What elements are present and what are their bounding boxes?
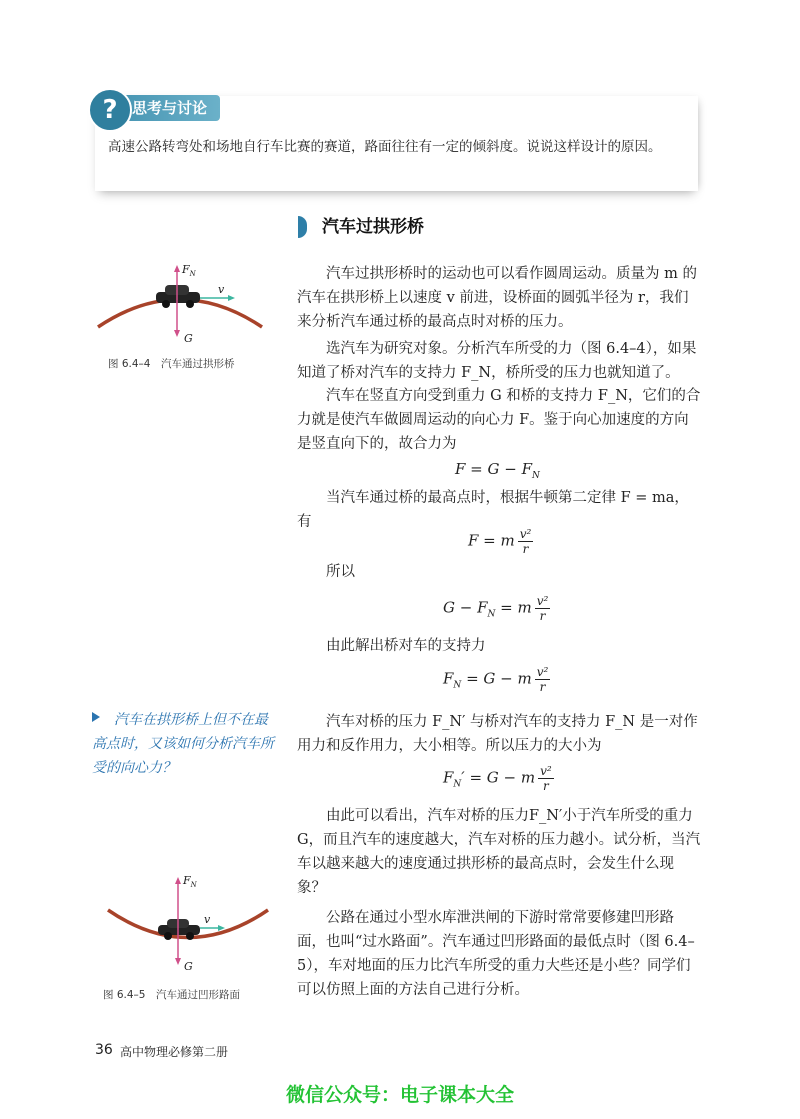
label-fn: $F_N$ — [183, 874, 197, 889]
section-marker — [298, 216, 307, 238]
equation-2: F = m $\frac{\text{v²}}{r}$ — [468, 527, 532, 556]
figure-concave-road — [98, 870, 278, 980]
label-v: v — [204, 913, 211, 926]
paragraph-9: 公路在通过小型水库泄洪闸的下游时常常要修建凹形路面，也叫“过水路面”。汽车通过凹形路面的最低点时（图 6.4–5），车对地面的压力比汽车所受的重力大些还是小些？同学们可以仿照上面的方法自己进行分析。 — [297, 910, 695, 998]
page-number: 36 — [95, 1042, 113, 1058]
label-g: G — [184, 960, 193, 973]
paragraph-5: 所以 — [326, 564, 355, 580]
equation-4: $F_N = G - m$ $\frac{\text{v²}}{r}$ — [443, 665, 549, 694]
equation-1: $F = G - F_N$ — [455, 460, 540, 481]
think-discuss-text: 高速公路转弯处和场地自行车比赛的赛道，路面往往有一定的倾斜度。说说这样设计的原因。 — [108, 139, 662, 155]
arch-road — [98, 300, 262, 328]
section-title: 汽车过拱形桥 — [322, 217, 424, 237]
label-v: v — [218, 283, 225, 296]
paragraph-1: 汽车过拱形桥时的运动也可以看作圆周运动。质量为 m 的汽车在拱形桥上以速度 v 前进，设桥面的圆弧半径为 r，我们来分析汽车通过桥的最高点时对桥的压力。 — [297, 266, 697, 330]
book-title: 高中物理必修第二册 — [120, 1045, 229, 1059]
label-g: G — [184, 332, 193, 345]
figure-caption-6-4-4: 图 6.4–4 汽车通过拱形桥 — [108, 358, 235, 370]
paragraph-8: 由此可以看出，汽车对桥的压力F_N′小于汽车所受的重力G，而且汽车的速度越大，汽车对桥的压力越小。试分析，当汽车以越来越大的速度通过拱形桥的最高点时，会发生什么现象？ — [297, 808, 701, 896]
figure-caption-6-4-5: 图 6.4–5 汽车通过凹形路面 — [103, 989, 240, 1001]
figure-arch-bridge — [90, 262, 270, 352]
wechat-watermark: 微信公众号：电子课本大全 — [285, 1084, 514, 1106]
label-fn: $F_N$ — [182, 263, 196, 278]
side-note: 汽车在拱形桥上但不在最高点时，又该如何分析汽车所受的向心力？ — [92, 712, 274, 776]
question-badge-icon: ? — [88, 88, 132, 132]
think-discuss-title: 思考与讨论 — [132, 99, 208, 117]
equation-3: $G - F_N = m$ $\frac{\text{v²}}{r}$ — [443, 594, 549, 623]
equation-5: $F_N' = G - m$ $\frac{\text{v²}}{r}$ — [443, 764, 552, 793]
paragraph-3: 汽车在竖直方向受到重力 G 和桥的支持力 F_N，它们的合力就是使汽车做圆周运动的向心力 F。鉴于向心加速度的方向是竖直向下的，故合力为 — [297, 388, 701, 452]
paragraph-7: 汽车对桥的压力 F_N′ 与桥对汽车的支持力 F_N 是一对作用力和反作用力，大小相等。所以压力的大小为 — [297, 714, 698, 754]
paragraph-2: 选汽车为研究对象。分析汽车所受的力（图 6.4–4），如果知道了桥对汽车的支持力 F_N，桥所受的压力也就知道了。 — [297, 341, 697, 381]
paragraph-4: 当汽车通过桥的最高点时，根据牛顿第二定律 F = ma，有 — [297, 490, 689, 530]
car-icon — [156, 285, 200, 308]
paragraph-6: 由此解出桥对车的支持力 — [326, 638, 486, 654]
